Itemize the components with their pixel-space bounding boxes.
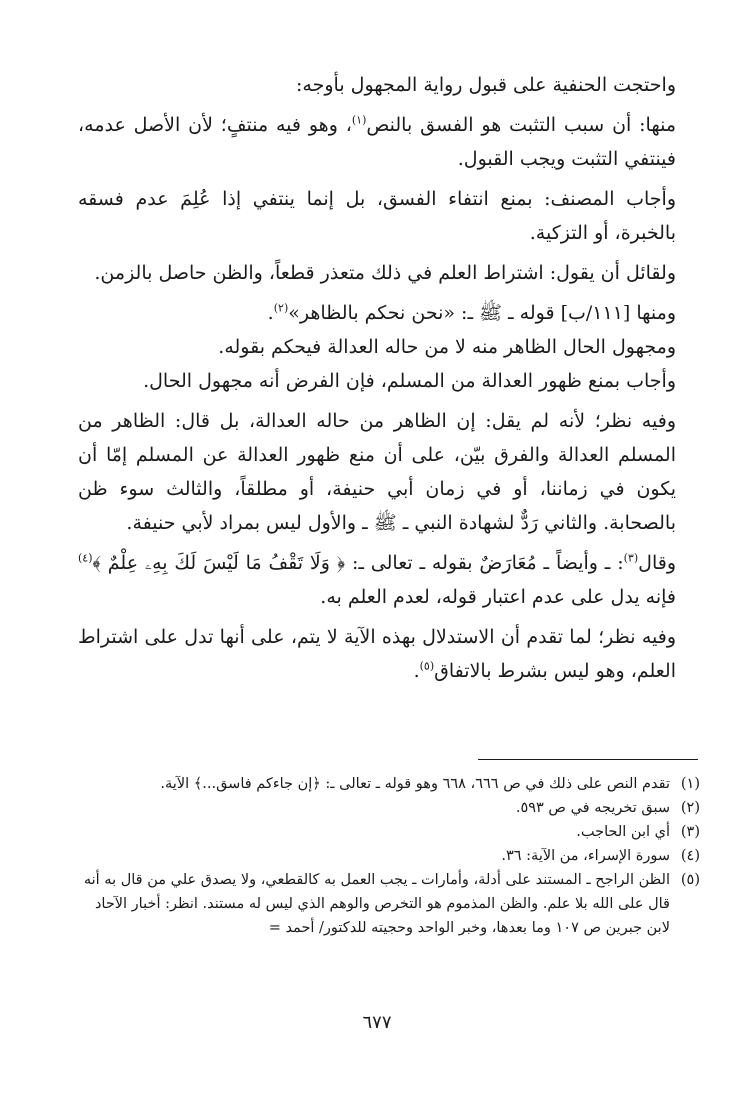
footnote-text: الظن الراجح ـ المستند على أدلة، وأمارات ـ يجب العمل به كالقطعي، ولا يصدق علي من قال به أنه قال على الله بلا علم. والظن المذموم هو التخرص والوهم الذي ليس له مستند. انظر: أخبار الآحاد لابن جبرين ص ١٠٧ وما بعدها، وخبر الواحد وحجيته للدكتور/ أحمد = xyxy=(83,872,670,936)
paragraph-5-text-b: . xyxy=(267,302,274,324)
footnote-1 xyxy=(70,772,700,796)
footnote-2 xyxy=(70,796,700,820)
footnote-3 xyxy=(70,820,700,844)
paragraph-1 xyxy=(78,68,676,102)
paragraph-8-text: وفيه نظر؛ لأنه لم يقل: إن الظاهر من حاله العدالة، بل قال: الظاهر من المسلم العدالة والفرق بيّن، على أن منع ظهور العدالة عن المسلم إمّا أن يكون في زماننا، أو في زمان أبي حنيفة، أو مطلقاً، والثالث سوء ظن بالصحابة. والثاني رَدٌّ لشهادة النبي ـ ﷺ ـ والأول ليس بمراد لأبي حنيفة. xyxy=(78,410,676,534)
paragraph-10 xyxy=(78,620,676,688)
footnote-text: سبق تخريجه في ص ٥٩٣. xyxy=(515,800,670,816)
paragraph-2-text-a: منها: أن سبب التثبت هو الفسق بالنص xyxy=(366,114,677,136)
footnote-ref-5: (٥) xyxy=(419,659,435,673)
footnote-divider xyxy=(478,759,698,760)
paragraph-2-text-b: ، وهو فيه منتفٍ؛ لأن الأصل عدمه، فينتفي التثبت ويجب القبول. xyxy=(78,114,676,170)
paragraph-5 xyxy=(78,296,676,330)
paragraph-10-text-b: . xyxy=(413,660,420,682)
paragraph-5-text-a: ومنها [١١١/ب] قوله ـ ﷺ ـ: «نحن نحكم بالظاهر» xyxy=(288,302,676,324)
footnote-text: أي ابن الحاجب. xyxy=(576,824,670,840)
paragraph-7-text: وأجاب بمنع ظهور العدالة من المسلم، فإن الفرض أنه مجهول الحال. xyxy=(143,370,676,392)
paragraph-1-text: واحتجت الحنفية على قبول رواية المجهول بأوجه: xyxy=(296,74,676,96)
footnote-5 xyxy=(70,868,700,940)
footnotes xyxy=(70,772,700,940)
paragraph-3-text: وأجاب المصنف: بمنع انتفاء الفسق، بل إنما ينتفي إذا عُلِمَ عدم فسقه بالخبرة، أو التزكية. xyxy=(78,188,676,244)
footnote-ref-2: (٢) xyxy=(273,301,289,315)
footnote-number: (١) xyxy=(680,776,700,792)
paragraph-4 xyxy=(78,256,676,290)
paragraph-6-text: ومجهول الحال الظاهر منه لا من حاله العدالة فيحكم بقوله. xyxy=(218,336,676,358)
footnote-number: (٢) xyxy=(680,800,700,816)
paragraph-8 xyxy=(78,404,676,540)
paragraph-10-text-a: وفيه نظر؛ لما تقدم أن الاستدلال بهذه الآية لا يتم، على أنها تدل على اشتراط العلم، وهو ليس بشرط بالاتفاق xyxy=(78,626,676,682)
paragraph-9-text-b: : ـ وأيضاً ـ مُعَارَضٌ بقوله ـ تعالى ـ: ﴿ وَلَا تَقْفُ مَا لَيْسَ لَكَ بِهِۦ عِلْمٌ ﴾ xyxy=(92,552,624,574)
footnote-ref-1: (١) xyxy=(351,113,367,127)
footnote-number: (٥) xyxy=(680,872,700,888)
paragraph-9-text-c: فإنه يدل على عدم اعتبار قوله، لعدم العلم به. xyxy=(320,586,676,608)
footnote-ref-4: (٤) xyxy=(78,551,93,565)
paragraph-7 xyxy=(78,364,676,398)
paragraph-6 xyxy=(78,330,676,364)
footnote-text: سورة الإسراء، من الآية: ٣٦. xyxy=(501,848,670,864)
footnote-number: (٣) xyxy=(680,824,700,840)
paragraph-4-text: ولقائل أن يقول: اشتراط العلم في ذلك متعذر قطعاً، والظن حاصل بالزمن. xyxy=(94,262,676,284)
paragraph-9-text-a: وقال xyxy=(638,552,676,574)
paragraph-2 xyxy=(78,108,676,176)
paragraph-9 xyxy=(78,546,676,614)
main-text xyxy=(78,68,676,694)
page-number: ٦٧٧ xyxy=(362,1012,392,1033)
paragraph-3 xyxy=(78,182,676,250)
footnote-number: (٤) xyxy=(680,848,700,864)
footnote-text: تقدم النص على ذلك في ص ٦٦٦، ٦٦٨ وهو قوله ـ تعالى ـ: ﴿إن جاءكم فاسق...﴾ الآية. xyxy=(160,776,670,792)
footnote-ref-3: (٣) xyxy=(623,551,639,565)
footnote-4 xyxy=(70,844,700,868)
